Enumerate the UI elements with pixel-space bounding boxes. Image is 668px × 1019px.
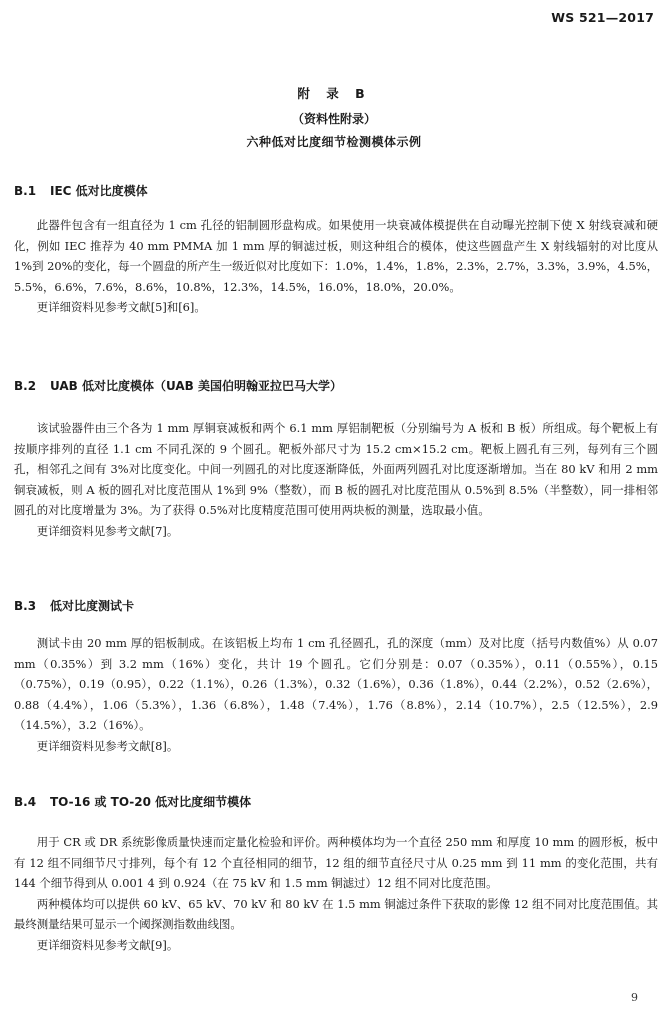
section-number: B.2 <box>14 379 37 393</box>
paragraph: 此器件包含有一组直径为 1 cm 孔径的铝制圆形盘构成。如果使用一块衰减体模提供在自动曝光控制下使 X 射线衰减和硬化，例如 IEC 推荐为 40 mm PMMA 加 1 mm 厚的铜滤过板，则这种组合的模体，使这些圆盘产生 X 射线辐射的对比度从 1%到 20%的变化，每一个圆盘的所产生一级近似对比度如下：1.0%，1.4%，1.8%，2.3%，2.7%，3.3%，3.9%，4.5%，5.5%，6.6%，7.6%，8.6%，10.8%，12.3%，14.5%，16.0%，18.0%，20.0%。 <box>14 218 658 294</box>
paragraph: 用于 CR 或 DR 系统影像质量快速而定量化检验和评价。两种模体均为一个直径 250 mm 和厚度 10 mm 的圆形板，板中有 12 组不同细节尺寸排列，每个有 12 个直径相同的细节，12 组的细节直径尺寸从 0.25 mm 到 11 mm 的变化范围，共有 144 个细节得到从 0.001 4 到 0.924（在 75 kV 和 1.5 mm 铜滤过）12 组不同对比度范围。 <box>14 835 658 891</box>
paragraph: 两种模体均可以提供 60 kV、65 kV、70 kV 和 80 kV 在 1.5 mm 铜滤过条件下获取的影像 12 组不同对比度范围值。其最终测量结果可显示一个阈探测指数曲线图。 <box>14 896 658 932</box>
paragraph: 更详细资料见参考文献[9]。 <box>36 937 179 952</box>
section-b2 <box>14 377 658 542</box>
section-title: UAB 低对比度模体（UAB 美国伯明翰亚拉巴马大学） <box>50 379 342 393</box>
section-number: B.1 <box>14 184 37 198</box>
section-title: IEC 低对比度模体 <box>50 184 148 198</box>
paragraph: 该试验器件由三个各为 1 mm 厚铜衰减板和两个 6.1 mm 厚铝制靶板（分别编号为 A 板和 B 板）所组成。每个靶板上有按顺序排列的直径 1.1 cm 不同孔深的 9 个圆孔。靶板外部尺寸为 15.2 cm×15.2 cm。靶板上圆孔有三列，每列有三个圆孔，相邻孔之间有 3%对比度变化。中间一列圆孔的对比度逐渐降低，外面两列圆孔对比度逐渐增加。当在 80 kV 和用 2 mm 铜衰减板，则 A 板的圆孔对比度范围从 1%到 9%（整数），而 B 板的圆孔对比度范围从 0.5%到 8.5%（半整数），同一排相邻圆孔的对比度增量为 3%。为了获得 0.5%对比度精度范围可使用两块板的测量，选取最小值。 <box>14 421 658 518</box>
section-number: B.4 <box>14 795 37 809</box>
appendix-nature: （资料性附录） <box>291 112 376 126</box>
section-heading <box>14 182 658 200</box>
section-heading <box>14 793 658 811</box>
section-b3 <box>14 597 658 757</box>
paragraph: 更详细资料见参考文献[7]。 <box>36 523 179 538</box>
appendix-heading <box>0 84 668 152</box>
page-number: 9 <box>631 991 638 1004</box>
standard-number: WS 521—2017 <box>551 10 654 25</box>
paragraph: 更详细资料见参考文献[8]。 <box>36 738 179 753</box>
section-number: B.3 <box>14 599 37 613</box>
paragraph: 测试卡由 20 mm 厚的铝板制成。在该铝板上均布 1 cm 孔径圆孔，孔的深度（mm）及对比度（括号内数值%）从 0.07 mm（0.35%）到 3.2 mm（16%）变化，共计 19 个圆孔。它们分别是：0.07（0.35%），0.11（0.55%），0.15（0.75%），0.19（0.95），0.22（1.1%），0.26（1.3%），0.32（1.6%），0.36（1.8%），0.44（2.2%），0.52（2.6%），0.88（4.4%），1.06（5.3%），1.36（6.8%），1.48（7.4%），1.76（8.8%），2.14（10.7%），2.5（12.5%），2.9（14.5%），3.2（16%）。 <box>14 636 658 733</box>
section-b4 <box>14 793 658 956</box>
appendix-title: 附 录 B <box>297 86 371 101</box>
section-b1 <box>14 182 658 318</box>
paragraph: 更详细资料见参考文献[5]和[6]。 <box>36 300 206 315</box>
appendix-subject: 六种低对比度细节检测模体示例 <box>246 135 422 149</box>
section-heading <box>14 377 658 395</box>
section-title: TO-16 或 TO-20 低对比度细节模体 <box>50 795 252 809</box>
section-title: 低对比度测试卡 <box>50 599 135 613</box>
section-heading <box>14 597 658 615</box>
